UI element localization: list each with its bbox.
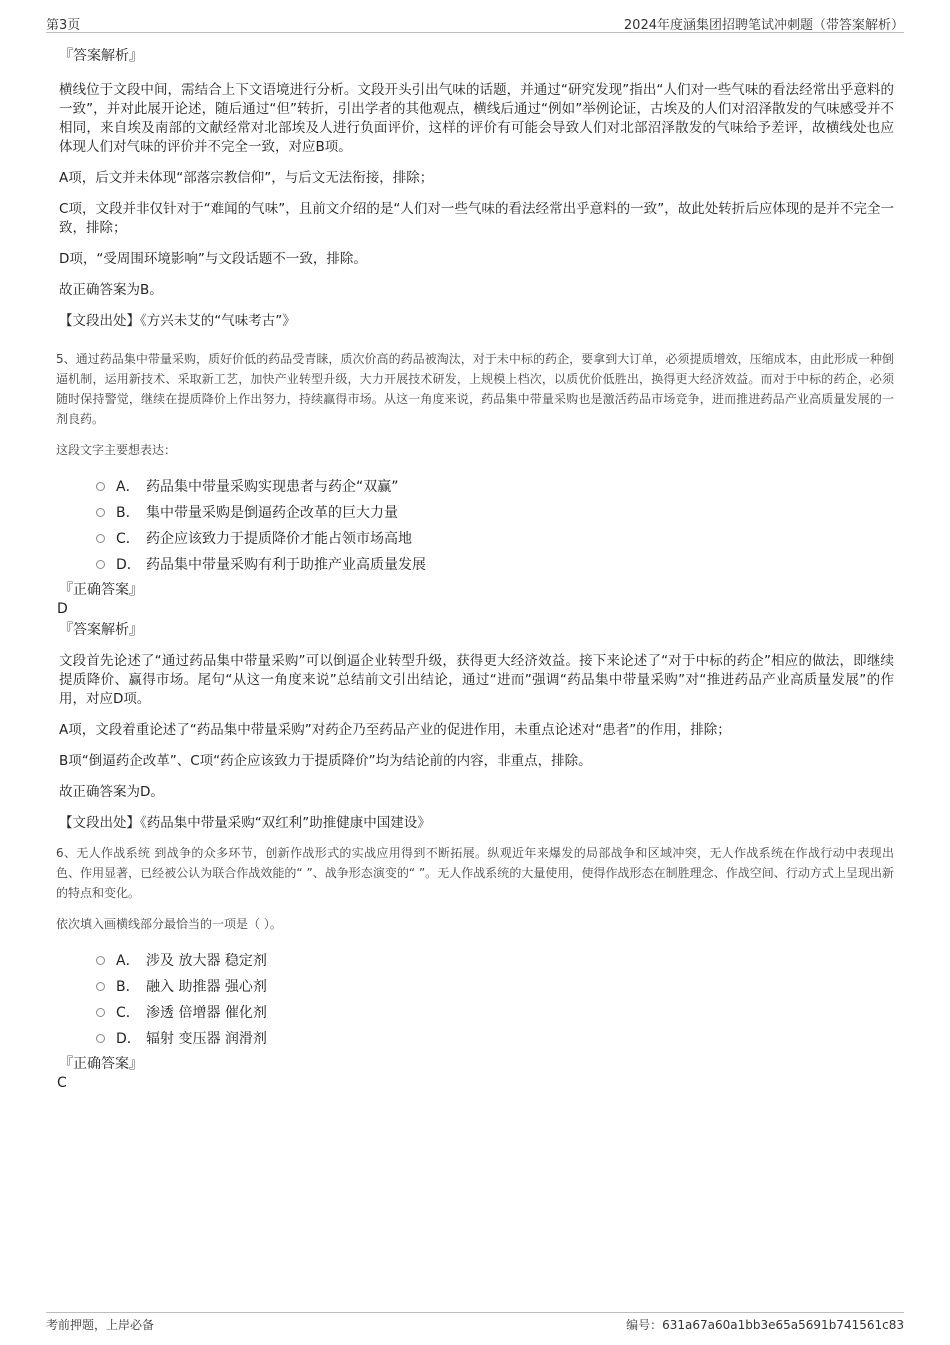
q6-option-b[interactable]: B． 融入 助推器 强心剂	[56, 974, 894, 1000]
document-title: 2024年度涵集团招聘笔试冲刺题（带答案解析）	[623, 18, 904, 33]
q6-answer: C	[57, 1075, 67, 1091]
q5-conclusion: 故正确答案为D。	[59, 784, 164, 800]
radio-icon[interactable]	[96, 508, 105, 517]
q5-prompt: 这段文字主要想表达：	[56, 443, 177, 457]
q6-question-text: 6、无人作战系统 到战争的众多环节，创新作战形式的实战应用得到不断拓展。纵观近年来爆发的局部战争和区域冲突，无人作战系统在作战行动中表现出色、作用显著，已经被公认为联合作战效能的“ ”、战争形态演变的“ ”。无人作战系统的大量使用，使得作战形态在制胜理念、作战空间、行动方式上呈现出新的特点和变化。	[56, 846, 894, 900]
q5-analysis-option-bc: B项“倒逼药企改革”、C项“药企应该致力于提质降价”均为结论前的内容，非重点，排除。	[59, 753, 592, 769]
q6-option-a[interactable]: A． 涉及 放大器 稳定剂	[56, 948, 894, 974]
footer-slogan: 考前押题，上岸必备	[46, 1318, 155, 1332]
q4-analysis-paragraph: 横线位于文段中间，需结合上下文语境进行分析。文段开头引出气味的话题，并通过“研究发现”指出“人们对一些气味的看法经常出乎意料的一致”，并对此展开论述，随后通过“但”转折，引出学者的其他观点，横线后通过“例如”举例论证，古埃及的人们对沼泽散发的气味感受并不相同，来自埃及南部的文献经常对北部埃及人进行负面评价，这样的评价有可能会导致人们对北部沼泽散发的气味给予差评，故横线处也应体现人们对气味的评价并不完全一致，对应B项。	[59, 82, 894, 155]
q5-source: 【文段出处】《药品集中带量采购“双红利”助推健康中国建设》	[59, 815, 431, 831]
q6-option-d[interactable]: D． 辐射 变压器 润滑剂	[56, 1026, 894, 1052]
q6-prompt: 依次填入画横线部分最恰当的一项是（ ）。	[56, 917, 282, 931]
q4-analysis-option-c: C项，文段并非仅针对于“难闻的气味”，且前文介绍的是“人们对一些气味的看法经常出乎意料的一致”，故此处转折后应体现的是并不完全一致，排除；	[59, 201, 894, 236]
q5-analysis-title: 『答案解析』	[59, 622, 143, 638]
radio-icon[interactable]	[96, 1034, 105, 1043]
q5-question-text: 5、通过药品集中带量采购，质好价低的药品受青睐，质次价高的药品被淘汰，对于未中标的药企，要拿到大订单，必须提质增效，压缩成本，由此形成一种倒逼机制，运用新技术、采取新工艺，加快产业转型升级，大力开展技术研发，上规模上档次，以质优价低胜出，换得更大经济效益。而对于中标的药企，必须随时保持警觉，继续在提质降价上作出努力，持续赢得市场。从这一角度来说，药品集中带量采购也是激活药品市场竞争，进而推进药品产业高质量发展的一剂良药。	[56, 352, 894, 426]
q5-answer-title: 『正确答案』	[59, 582, 143, 598]
page-number: 第3页	[46, 18, 81, 33]
q4-analysis-option-d: D项，“受周围环境影响”与文段话题不一致，排除。	[59, 251, 367, 267]
q6-options	[56, 948, 894, 1052]
radio-icon[interactable]	[96, 482, 105, 491]
page-footer	[46, 1312, 904, 1337]
q5-options	[56, 474, 894, 578]
q5-option-b[interactable]: B． 集中带量采购是倒逼药企改革的巨大力量	[56, 500, 894, 526]
q4-analysis-title: 『答案解析』	[59, 48, 143, 64]
q6-answer-title: 『正确答案』	[59, 1056, 143, 1072]
radio-icon[interactable]	[96, 534, 105, 543]
q5-analysis-paragraph: 文段首先论述了“通过药品集中带量采购”可以倒逼企业转型升级，获得更大经济效益。接下来论述了“对于中标的药企”相应的做法，即继续提质降价、赢得市场。尾句“从这一角度来说”总结前文引出结论，通过“进而”强调“药品集中带量采购”对“推进药品产业高质量发展”的作用，对应D项。	[59, 653, 894, 707]
q6-option-c[interactable]: C． 渗透 倍增器 催化剂	[56, 1000, 894, 1026]
q5-analysis-option-a: A项，文段着重论述了“药品集中带量采购”对药企乃至药品产业的促进作用，未重点论述对“患者”的作用，排除；	[59, 722, 731, 738]
footer-serial: 编号：631a67a60a1bb3e65a5691b741561c83	[626, 1318, 904, 1332]
radio-icon[interactable]	[96, 982, 105, 991]
radio-icon[interactable]	[96, 956, 105, 965]
q4-source: 【文段出处】《方兴未艾的“气味考古”》	[59, 313, 296, 329]
page-content	[56, 44, 894, 1092]
q4-conclusion: 故正确答案为B。	[59, 282, 163, 298]
q5-option-d[interactable]: D． 药品集中带量采购有利于助推产业高质量发展	[56, 552, 894, 578]
q5-answer: D	[57, 601, 68, 617]
q5-option-c[interactable]: C． 药企应该致力于提质降价才能占领市场高地	[56, 526, 894, 552]
q4-analysis-option-a: A项，后文并未体现“部落宗教信仰”，与后文无法衔接，排除；	[59, 170, 434, 186]
page-header	[46, 12, 904, 33]
radio-icon[interactable]	[96, 1008, 105, 1017]
radio-icon[interactable]	[96, 560, 105, 569]
q5-option-a[interactable]: A． 药品集中带量采购实现患者与药企“双赢”	[56, 474, 894, 500]
